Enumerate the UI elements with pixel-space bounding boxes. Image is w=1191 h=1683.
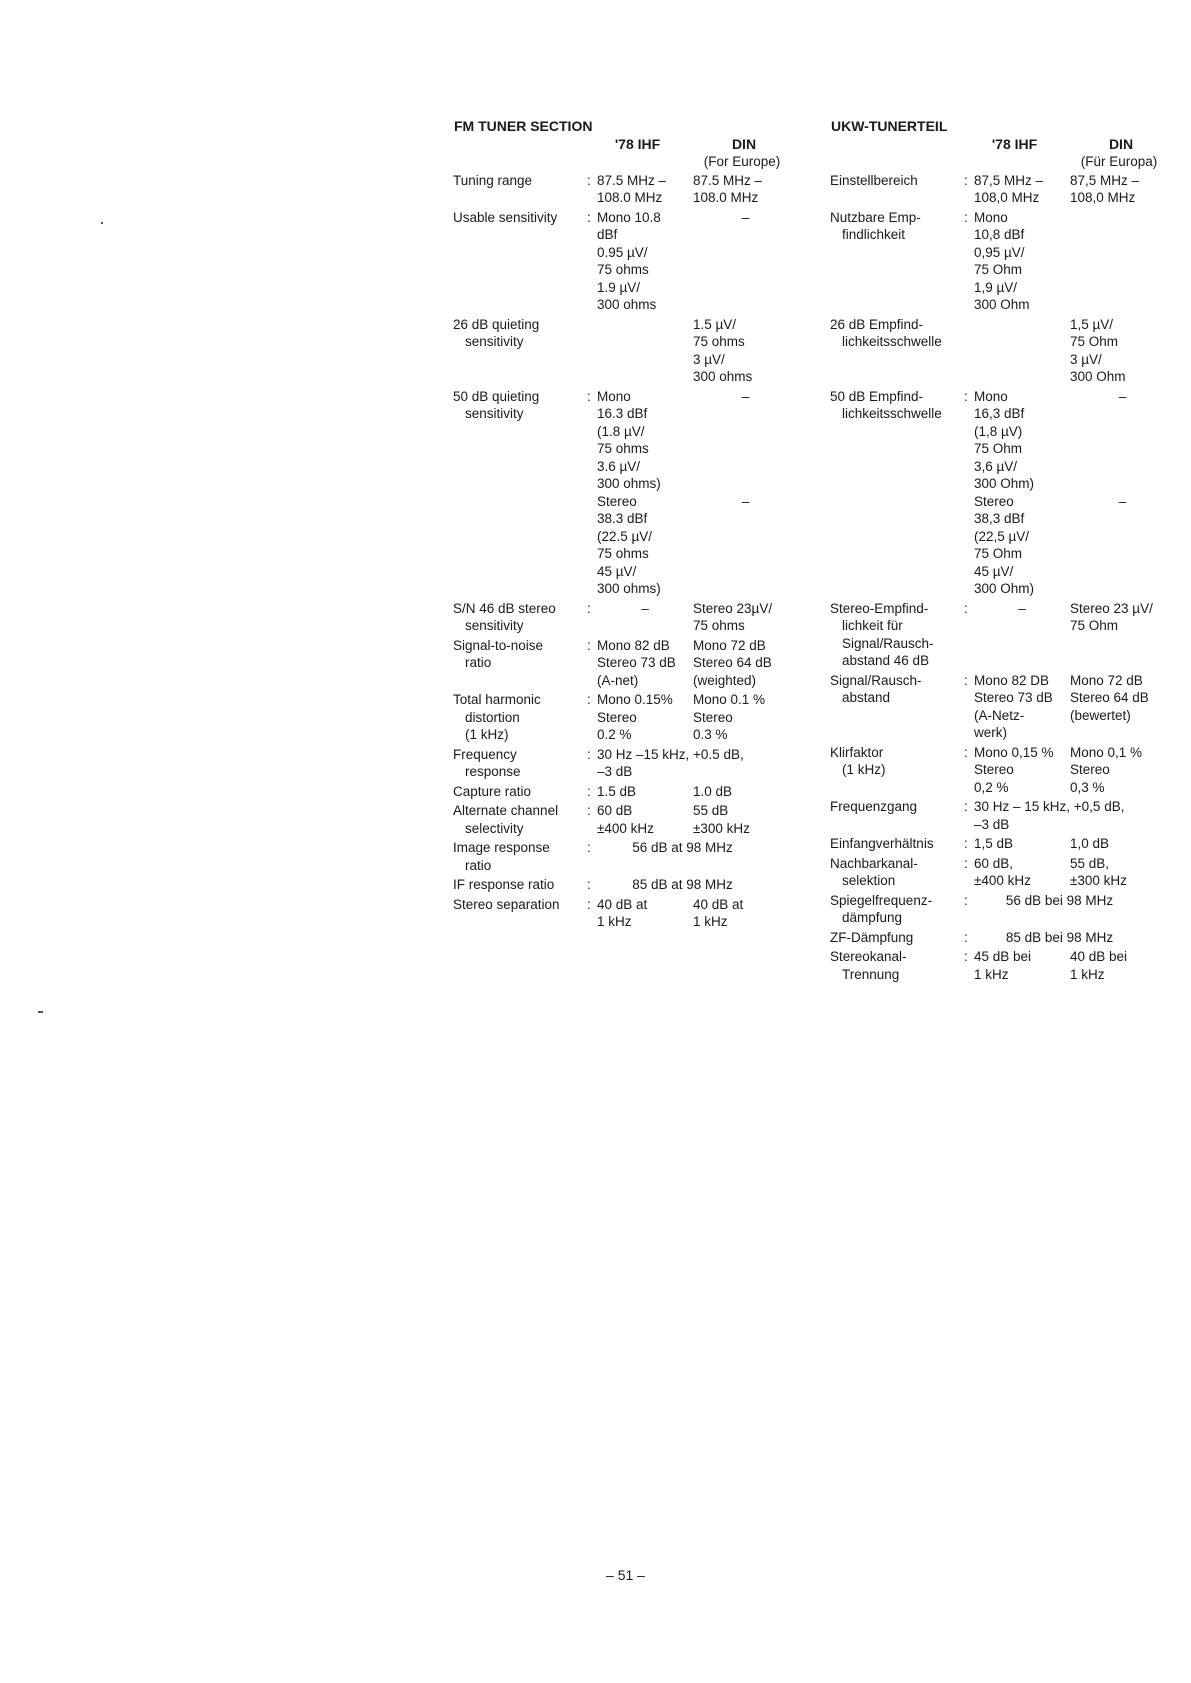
spec-label-line: response [465,764,521,779]
spec-value-din: 40 dB bei 1 kHz [1070,949,1128,982]
spec-label [453,691,587,744]
spec-value-ihf: Mono 16,3 dBf (1,8 µV) 75 Ohm 3,6 µV/ 300 Ohm) Stereo 38,3 dBf (22,5 µV/ 75 Ohm 45 µV/ 300 Ohm) [974,388,1035,596]
spec-colon: : [964,836,968,851]
spec-value-ihf: 1,5 dB [974,836,1014,851]
spec-row [453,802,798,837]
fm-tuner-section [453,118,798,931]
spec-label [453,783,587,801]
spec-row [830,855,1175,890]
spec-value-din: 87,5 MHz – 108,0 MHz [1070,172,1140,205]
spec-label-line: 50 dB quieting [453,388,540,404]
spec-value-span: 56 dB at 98 MHz [632,840,733,855]
spec-value-din: 1.5 µV/ 75 ohms 3 µV/ 300 ohms [693,316,753,384]
spec-label-line: 26 dB quieting [453,316,540,332]
spec-row [453,209,798,314]
spec-value-din: 87.5 MHz – 108.0 MHz [693,172,763,205]
spec-colon: : [587,896,591,912]
spec-value-din: Mono 72 dB Stereo 64 dB (weighted) [693,637,772,688]
spec-label [830,798,964,833]
spec-value-ihf: Mono 82 dB Stereo 73 dB (A-net) [597,637,676,688]
spec-value-ihf: Mono 0.15% Stereo 0.2 % [597,692,673,742]
spec-label-line: Einstellbereich [830,172,918,188]
spec-label-line: Stereokanal- [830,949,907,964]
spec-label-line: Image response [453,840,550,855]
page-number: – 51 – [606,1567,645,1583]
section-title: FM TUNER SECTION [454,118,593,134]
spec-colon: : [964,172,968,188]
spec-value-ihf: 60 dB ±400 kHz [597,803,654,836]
spec-row [453,388,798,598]
spec-label-line: Tuning range [453,172,533,188]
spec-colon: : [964,949,968,964]
spec-label-line: Spiegelfrequenz- [830,892,933,908]
spec-label-line: ratio [465,857,492,873]
spec-label [453,896,587,931]
header-din-sub: (For Europe) [703,153,781,169]
spec-colon: : [587,877,591,892]
spec-colon: : [587,746,591,762]
spec-row [453,876,798,894]
spec-value-span: 56 dB bei 98 MHz [1005,892,1114,908]
spec-row [453,637,798,690]
spec-label-line: sensitivity [465,618,524,633]
spec-label-line: lichkeit für [842,618,903,633]
spec-label [453,839,587,874]
spec-row [830,172,1175,207]
spec-colon: : [964,209,968,225]
spec-label-line: selektion [842,873,896,888]
spec-label [830,209,964,314]
spec-value-din: 1,0 dB [1070,836,1110,851]
spec-row [830,929,1175,947]
spec-label [830,388,964,598]
spec-label-line: Stereo separation [453,896,560,912]
spec-label [453,388,587,598]
header-din: DIN [1108,136,1134,152]
spec-value-ihf: Mono 10,8 dBf 0,95 µV/ 75 Ohm 1,9 µV/ 300 Ohm [974,209,1030,312]
header-ihf: '78 IHF [991,136,1038,152]
spec-value-din: – [741,209,750,225]
spec-label-line: Einfangverhältnis [830,836,934,851]
spec-value-din: Mono 0.1 % Stereo 0.3 % [693,692,766,742]
spec-value-din: Mono 0,1 % Stereo 0,3 % [1070,744,1143,795]
spec-label-line: Frequenzgang [830,799,918,814]
spec-label-line: Trennung [842,966,900,982]
spec-value-ihf: 87.5 MHz – 108.0 MHz [597,172,667,205]
spec-value-din: Stereo 23 µV/ 75 Ohm [1070,600,1153,633]
spec-label-line: distortion [465,709,520,725]
spec-label-line: (1 kHz) [842,762,886,777]
spec-row [830,672,1175,742]
spec-value-ihf: Mono 10.8 dBf 0.95 µV/ 75 ohms 1.9 µV/ 300 ohms [597,209,661,312]
spec-value-ihf [974,316,1070,386]
spec-value-din: – – [1118,388,1127,509]
spec-value-ihf: Mono 82 DB Stereo 73 dB (A-Netz- werk) [974,672,1053,740]
spec-value-din [1070,209,1175,314]
spec-colon: : [964,929,968,945]
spec-label-line: dämpfung [842,910,903,925]
spec-row [453,172,798,207]
spec-label [453,876,587,894]
spec-colon: : [587,388,591,404]
spec-colon: : [587,600,591,616]
spec-label [830,172,964,207]
spec-value-span: 85 dB at 98 MHz [632,877,733,892]
spec-value-ihf [597,316,693,386]
spec-value-ihf: Mono 16.3 dBf (1.8 µV/ 75 ohms 3.6 µV/ 300 ohms) Stereo 38.3 dBf (22.5 µV/ 75 ohms 45 µV/ 300 ohms) [597,388,661,596]
spec-value-ihf: Mono 0,15 % Stereo 0,2 % [974,744,1054,795]
spec-label-line: Capture ratio [453,783,532,799]
ukw-tunerteil-section [830,118,1175,983]
spec-label [830,672,964,742]
scan-dot [101,222,103,224]
spec-value-ihf: 87,5 MHz – 108,0 MHz [974,172,1044,205]
spec-label [830,892,964,927]
spec-label [453,316,587,386]
spec-row [830,835,1175,853]
spec-label-line: Stereo-Empfind- [830,600,929,616]
spec-label-line: Frequency [453,746,517,762]
spec-label-line: 26 dB Empfind- [830,316,924,332]
column-headers [830,136,1175,170]
spec-label-line: abstand [842,690,891,705]
spec-label-line: Klirfaktor [830,744,884,760]
header-din-sub: (Für Europa) [1080,153,1158,169]
spec-value-ihf: 40 dB at 1 kHz [597,896,648,929]
spec-row [830,744,1175,797]
header-ihf: '78 IHF [614,136,661,152]
spec-value-din: Mono 72 dB Stereo 64 dB (bewertet) [1070,672,1149,723]
spec-colon: : [964,672,968,688]
scan-mark [38,1011,43,1013]
spec-row [830,948,1175,983]
spec-label-line: lichkeitsschwelle [842,406,942,421]
spec-label-line: IF response ratio [453,877,555,892]
spec-value-din: 55 dB ±300 kHz [693,803,750,836]
spec-label-line: ZF-Dämpfung [830,929,914,945]
spec-value-din: 40 dB at 1 kHz [693,896,744,929]
spec-label-line: (1 kHz) [465,727,509,742]
spec-label-line: ratio [465,655,492,670]
spec-colon: : [587,783,591,799]
spec-label-line: lichkeitsschwelle [842,334,942,349]
spec-label [830,929,964,947]
spec-colon: : [587,692,591,707]
spec-colon: : [964,855,968,871]
spec-rows [453,172,798,931]
column-headers [453,136,798,170]
spec-label [830,948,964,983]
spec-row [830,798,1175,833]
spec-row [453,839,798,874]
spec-colon [964,316,974,386]
spec-value-span: 85 dB bei 98 MHz [1005,929,1114,945]
spec-row [453,746,798,781]
spec-colon: : [587,840,591,855]
spec-label-line: Nutzbare Emp- [830,209,921,225]
spec-row [830,316,1175,386]
spec-label [830,855,964,890]
spec-label [453,600,587,635]
spec-label [830,744,964,797]
spec-colon: : [964,600,968,616]
spec-label [453,209,587,314]
spec-value-span: 30 Hz –15 kHz, +0.5 dB, –3 dB [597,746,744,779]
spec-label-line: abstand 46 dB [842,653,930,668]
spec-colon: : [587,637,591,653]
spec-label-line: 50 dB Empfind- [830,388,924,404]
spec-value-ihf: 60 dB, ±400 kHz [974,855,1031,888]
spec-value-ihf: 1.5 dB [597,783,637,799]
spec-row [453,896,798,931]
spec-value-ihf: – [1018,600,1026,616]
spec-value-din: 1.0 dB [693,783,733,799]
spec-label [453,172,587,207]
header-din: DIN [731,136,757,152]
spec-label-line: findlichkeit [842,227,906,242]
spec-label [830,600,964,670]
spec-label-line: sensitivity [465,406,524,421]
spec-label [453,802,587,837]
spec-label-line: Alternate channel [453,803,559,818]
spec-value-din: – – [741,388,750,509]
spec-label [453,746,587,781]
spec-label-line: Nachbarkanal- [830,855,918,871]
spec-label-line: Signal-to-noise [453,637,544,653]
spec-label-line: selectivity [465,820,524,836]
spec-value-din: 55 dB, ±300 kHz [1070,855,1127,888]
spec-label [830,835,964,853]
spec-value-ihf: – [641,600,649,616]
spec-value-din: Stereo 23µV/ 75 ohms [693,600,773,633]
spec-row [830,388,1175,598]
spec-row [453,600,798,635]
spec-row [453,691,798,744]
spec-colon: : [964,892,968,908]
spec-colon: : [964,799,968,814]
spec-row [830,600,1175,670]
spec-colon: : [587,172,591,188]
spec-rows [830,172,1175,984]
spec-label-line: sensitivity [465,334,524,349]
spec-row [830,892,1175,927]
spec-value-span: 30 Hz – 15 kHz, +0,5 dB, –3 dB [974,799,1125,832]
spec-colon: : [964,744,968,760]
spec-row [830,209,1175,314]
spec-value-ihf: 45 dB bei 1 kHz [974,949,1032,982]
spec-value-din: 1,5 µV/ 75 Ohm 3 µV/ 300 Ohm [1070,316,1126,384]
section-title: UKW-TUNERTEIL [831,118,948,134]
spec-row [453,783,798,801]
spec-label-line: Usable sensitivity [453,209,558,225]
spec-label-line: Total harmonic [453,692,541,707]
spec-colon: : [964,388,968,404]
spec-label-line: Signal/Rausch- [842,635,934,651]
spec-label-line: Signal/Rausch- [830,672,922,688]
spec-colon: : [587,803,591,818]
spec-label [830,316,964,386]
spec-colon: : [587,209,591,225]
spec-label-line: S/N 46 dB stereo [453,600,556,616]
spec-row [453,316,798,386]
spec-colon [587,316,597,386]
spec-label [453,637,587,690]
